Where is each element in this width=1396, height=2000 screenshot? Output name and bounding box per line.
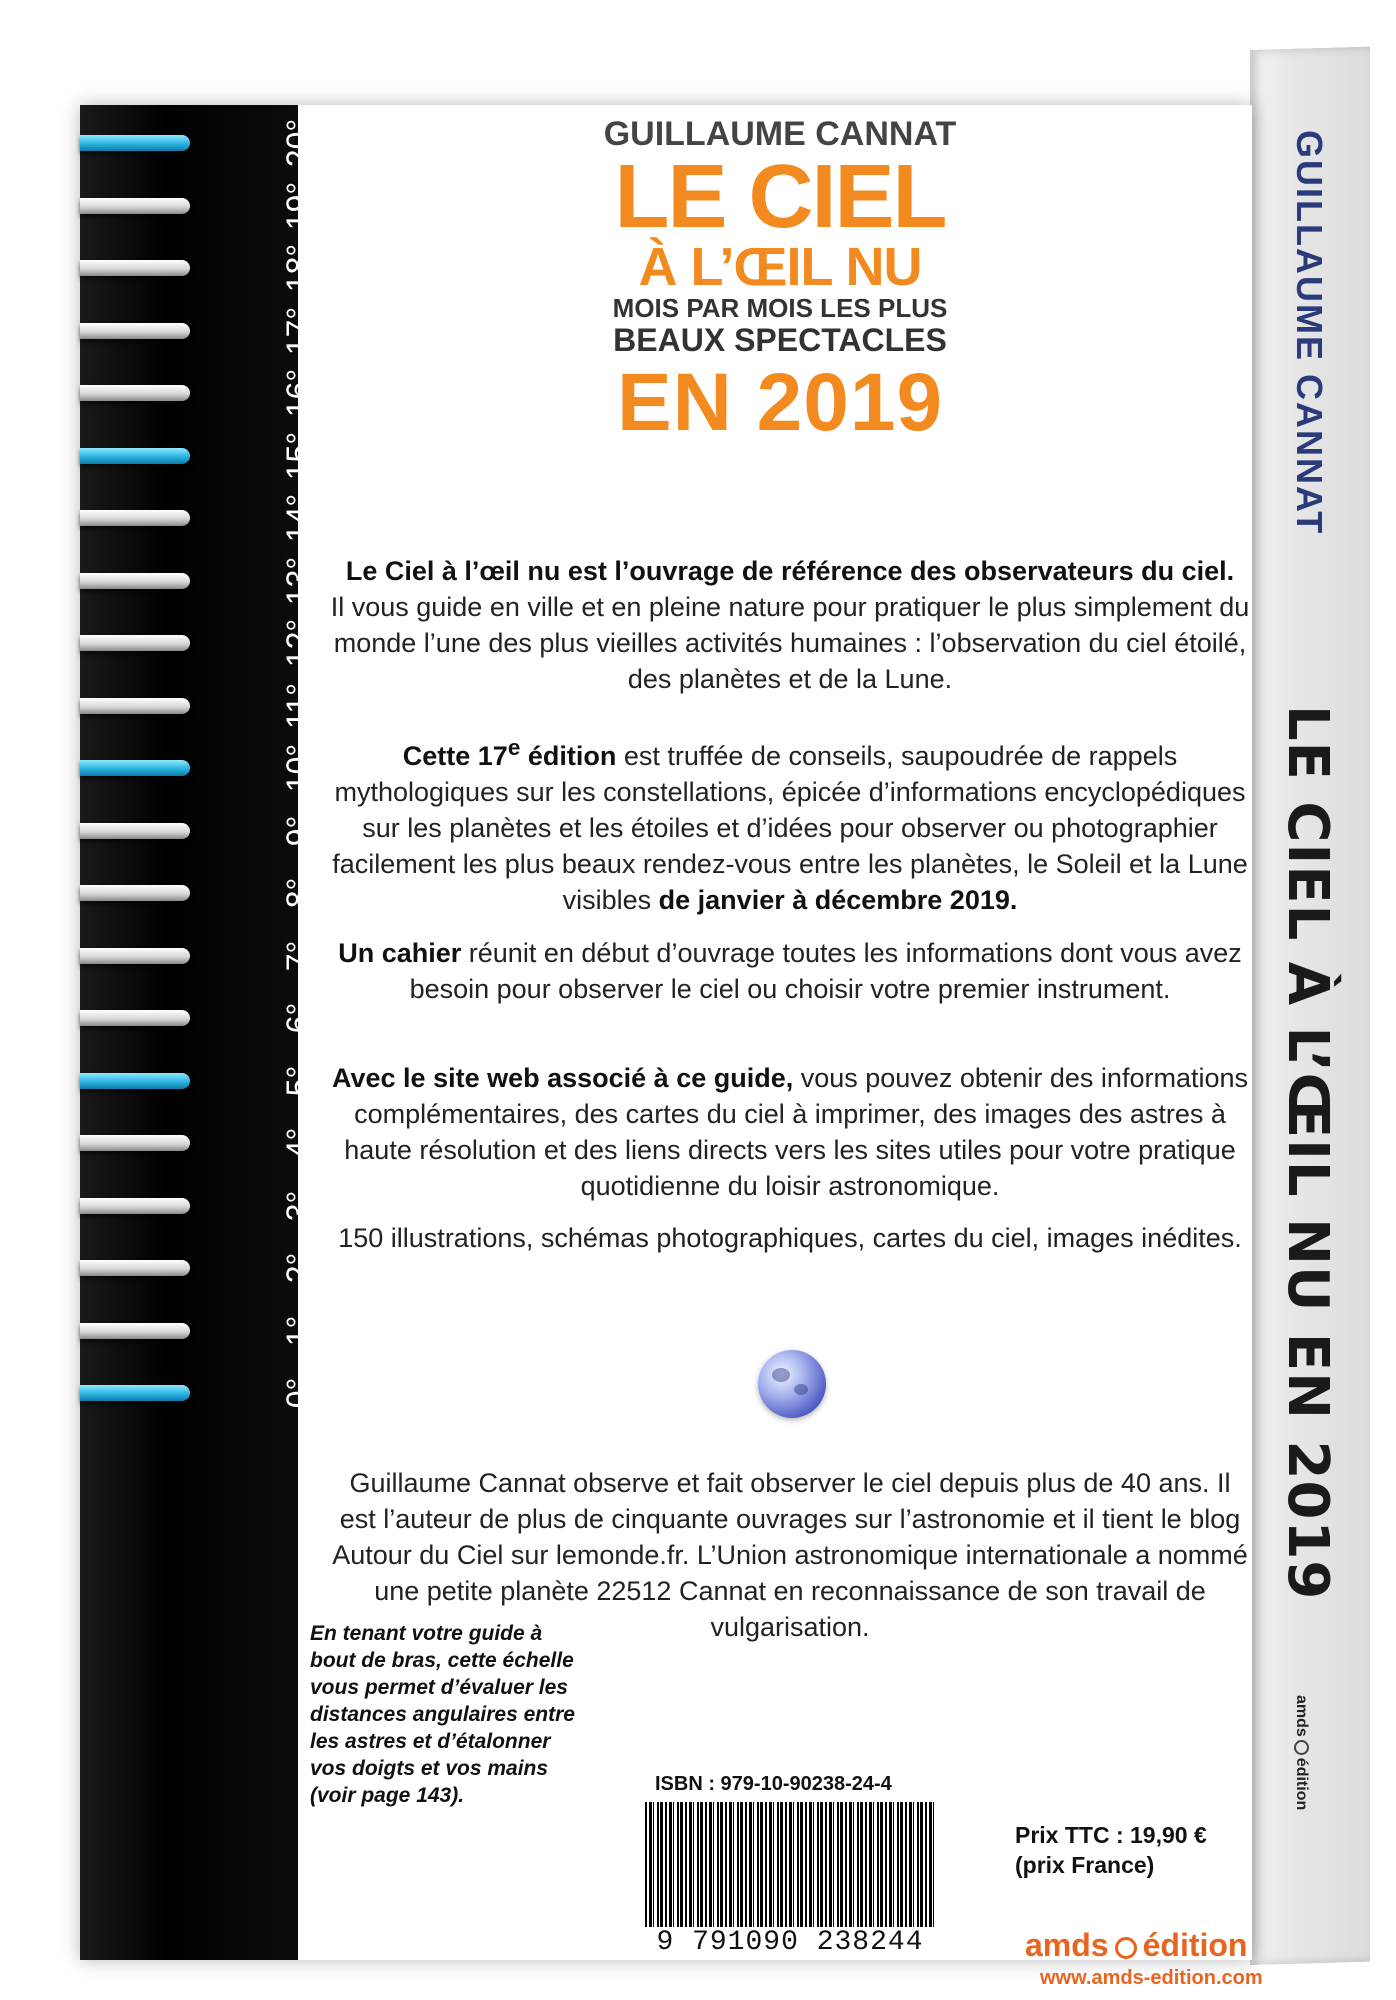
back-cover	[80, 105, 1263, 1989]
ruler-label: 14°	[280, 493, 316, 543]
barcode-number: 9 791090 238244	[656, 1927, 924, 1958]
title-line2: À L’ŒIL NU	[638, 237, 922, 297]
subtitle-line2: BEAUX SPECTACLES	[613, 322, 947, 358]
ring-icon	[1294, 1740, 1309, 1755]
ruler-tick	[80, 885, 190, 901]
ruler-label: 6°	[280, 1002, 316, 1034]
edition-sup: e	[507, 735, 521, 760]
ruler-label: 3°	[280, 1190, 316, 1221]
ruler-tick	[80, 135, 190, 151]
ruler-label: 7°	[280, 940, 316, 971]
paragraph-illustrations: 150 illustrations, schémas photographiques, cartes du ciel, images inédites.	[338, 1223, 1242, 1253]
ruler-label: 9°	[280, 815, 316, 846]
ruler-tick	[80, 1260, 190, 1276]
paragraph-cahier	[330, 935, 1250, 1007]
edition-bold-b: édition	[520, 741, 617, 771]
ruler-label: 4°	[280, 1127, 316, 1159]
ruler-tick	[80, 198, 190, 214]
intro-text: Il vous guide en ville et en pleine nature pour pratiquer le plus simplement du monde l’une des plus vieilles activités humaines : l’observation du ciel étoilé, des planètes et de la Lune.	[330, 592, 1250, 694]
ruler-tick	[80, 1323, 190, 1339]
publisher-url: www.amds-edition.com	[1040, 1967, 1263, 1989]
paragraph-website	[330, 1060, 1250, 1204]
cahier-text: réunit en début d’ouvrage toutes les informations dont vous avez besoin pour observer le ciel ou choisir votre premier instrument.	[409, 938, 1242, 1004]
ring-icon	[1115, 1937, 1137, 1959]
ruler-tick	[80, 1073, 190, 1089]
spine-publisher-right: édition	[1293, 1757, 1310, 1811]
ruler-label: 10°	[280, 743, 316, 793]
paragraph-intro	[330, 553, 1250, 697]
subtitle-line1: MOIS PAR MOIS LES PLUS	[612, 293, 948, 323]
spine-author: GUILLAUME CANNAT	[1289, 130, 1330, 536]
publisher-name-right: édition	[1142, 1927, 1248, 1963]
ruler-tick	[80, 1198, 190, 1214]
ruler-tick	[80, 448, 190, 464]
spine-title: LE CIEL À L’ŒIL NU EN 2019	[1275, 705, 1340, 1601]
ruler-label: 11°	[280, 682, 316, 729]
price-line2: (prix France)	[1015, 1852, 1155, 1878]
spine-publisher-left: amds	[1293, 1695, 1310, 1737]
title-block	[540, 115, 1020, 448]
ruler-label: 18°	[280, 243, 316, 293]
angular-ruler	[80, 105, 316, 1960]
barcode	[645, 1802, 935, 1927]
price-block	[1015, 1820, 1207, 1880]
ruler-tick	[80, 1135, 190, 1151]
price-line1: Prix TTC : 19,90 €	[1015, 1822, 1207, 1848]
ruler-label: 2°	[280, 1252, 316, 1284]
edition-bold-a: Cette 17	[402, 741, 508, 771]
isbn-label: ISBN : 979-10-90238-24-4	[655, 1773, 892, 1795]
edition-text: est truffée de conseils, saupoudrée de rappels mythologiques sur les constellations, épicée d’informations encyclopédiques sur les planètes et les étoiles et d’idées pour observer ou photographier facilement les plus beaux rendez-vous entre les planètes, le Soleil et la Lune visibles	[332, 741, 1248, 915]
cahier-bold: Un cahier	[338, 938, 462, 968]
ruler-tick	[80, 823, 190, 839]
author-name: GUILLAUME CANNAT	[603, 115, 957, 153]
edition-bold-c: de janvier à décembre 2019.	[658, 885, 1018, 915]
ruler-label: 13°	[280, 556, 316, 605]
ruler-label: 15°	[280, 431, 316, 480]
ruler-tick	[80, 510, 190, 526]
ruler-label: 8°	[280, 877, 316, 909]
ruler-tick	[80, 260, 190, 276]
title-line1: LE CIEL	[614, 147, 946, 247]
website-text: vous pouvez obtenir des informations complémentaires, des cartes du ciel à imprimer, des images des astres à haute résolution et des liens directs vers les sites utiles pour votre pratique quotidienne du loisir astronomique.	[344, 1063, 1248, 1201]
intro-bold: Le Ciel à l’œil nu est l’ouvrage de référence des observateurs du ciel.	[345, 556, 1235, 586]
ruler-tick	[80, 760, 190, 776]
ruler-tick	[80, 1010, 190, 1026]
ruler-tick	[80, 1385, 190, 1401]
ruler-label: 0°	[280, 1377, 316, 1409]
ruler-tick	[80, 323, 190, 339]
ruler-tick	[80, 635, 190, 651]
paragraph-author-bio: Guillaume Cannat observe et fait observer le ciel depuis plus de 40 ans. Il est l’auteur de plus de cinquante ouvrages sur l’astronomie et il tient le blog Autour du Ciel sur lemonde.fr. L’Union astronomique internationale a nommé une petite planète 22512 Cannat en reconnaissance de son travail de vulgarisation.	[332, 1468, 1248, 1642]
ruler-note: En tenant votre guide à bout de bras, cette échelle vous permet d’évaluer les distances angulaires entre les astres et d’étalonner vos doigts et vos mains (voir page 143).	[310, 1622, 575, 1807]
ruler-label: 20°	[280, 118, 316, 168]
title-year: EN 2019	[616, 357, 944, 448]
publisher-name-left: amds	[1025, 1927, 1109, 1963]
ruler-label: 16°	[280, 368, 316, 418]
ruler-label: 1°	[280, 1315, 316, 1346]
ruler-tick	[80, 573, 190, 589]
ruler-label: 5°	[280, 1065, 316, 1096]
spine-publisher	[1292, 1695, 1310, 1810]
ruler-tick	[80, 698, 190, 714]
moon-icon	[758, 1350, 826, 1418]
ruler-label: 19°	[280, 181, 316, 230]
paragraph-edition	[330, 730, 1250, 918]
website-bold: Avec le site web associé à ce guide,	[332, 1063, 794, 1093]
ruler-label: 12°	[280, 618, 316, 668]
ruler-label: 17°	[280, 306, 316, 355]
publisher-logo	[1025, 1927, 1247, 1964]
ruler-tick	[80, 385, 190, 401]
ruler-tick	[80, 948, 190, 964]
